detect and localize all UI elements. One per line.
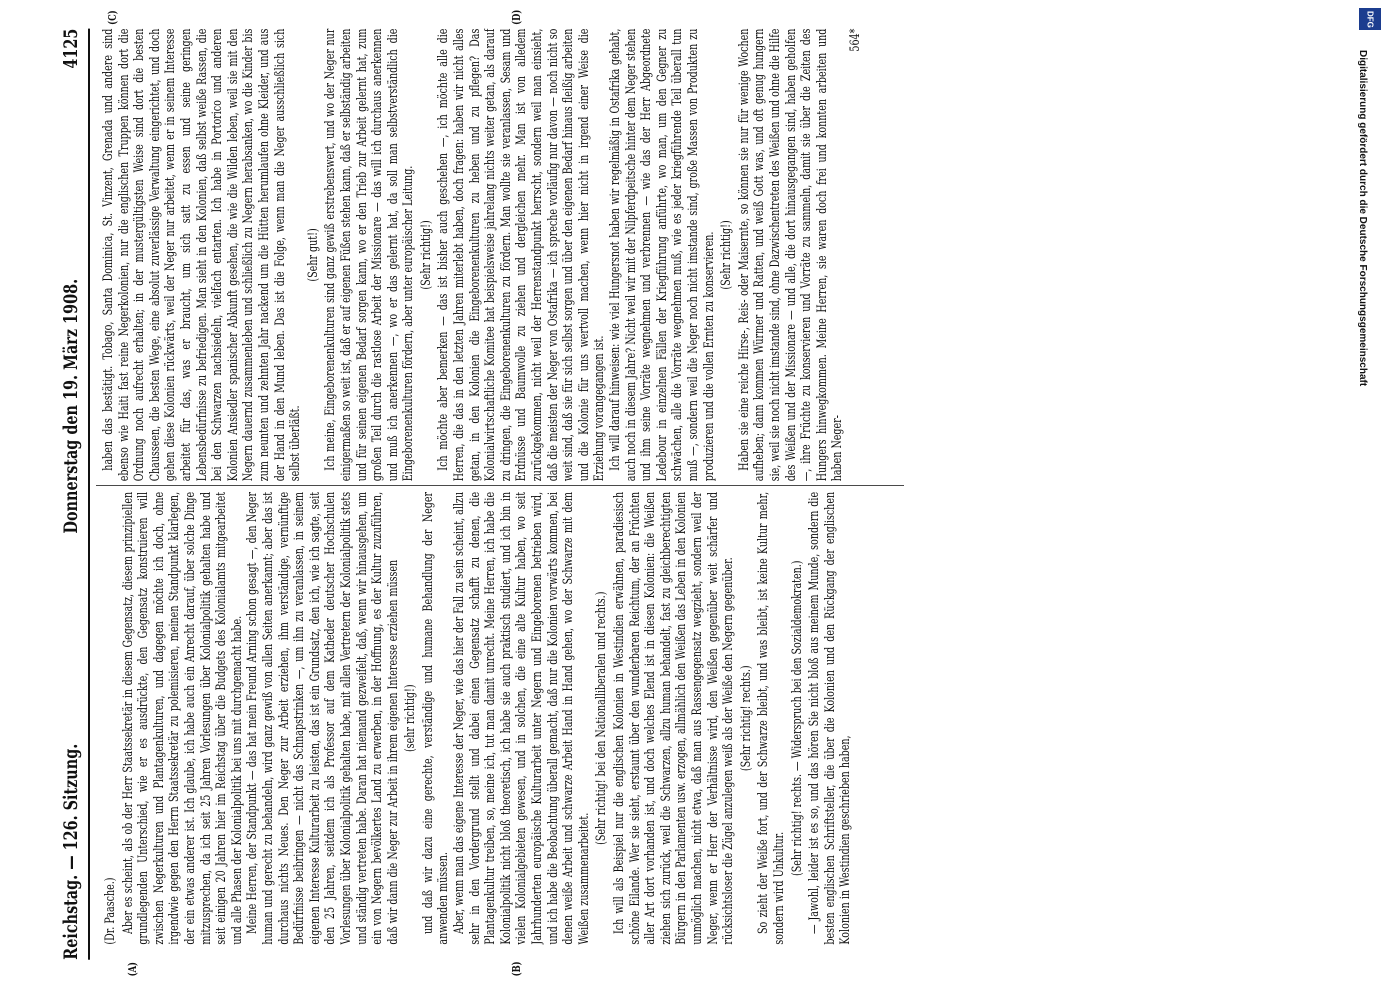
right-paragraph: haben das bestätigt. Tobago, Santa Dominica, St. Vinzent, Grenada und andere sind ebenso wie Haiti fast reine Negerkolonien, nur die englischen Truppen können dort die Ordnung noch aufrecht erhalten; in der mustergültigsten Weise sind dort die besten Chausseen, die besten Wege, eine absolut zuverlässige Verwaltung eingerichtet, und doch gehen diese Kolonien rückwärts, weil der Neger nur arbeitet, wenn er in seinem Interesse arbeitet für das, was er braucht, um sich satt zu essen und seine geringen Lebensbedürfnisse zu befriedigen. Man sieht in den Kolonien, daß selbst weiße Rassen, die bei den Schwarzen nachsiedeln, vielfach entarten. Ich habe in Portorico und anderen Kolonien Ansiedler spanischer Abkunft gesehen, die wie die Wilden leben, weil sie mit den Negern dauernd zusammenleben und schließlich zu Negern herabsanken, wo die Kinder bis zum neunten und zehnten Jahr nackend um die Hütten herumlaufen ohne Kleider, und aus der Hand in den Mund leben. Das ist die Folge, wenn man die Neger ausschließlich sich selbst überläßt. <box>100 28 303 482</box>
rotated-page <box>40 6 920 990</box>
right-paragraph: (Sehr richtig!) <box>718 220 734 290</box>
left-paragraph: Meine Herren, der Standpunkt — das hat mein Freund Arning schon gesagt —, den Neger human und gerecht zu behandeln, wird ganz gewiß von allen Seiten anerkannt; aber das ist durchaus nichts Neues. Den Neger zur Arbeit erziehen, ihm verständige, vernünftige Bedürfnisse beibringen — nicht das Schnapstrinken —, um ihn zu veranlassen, in seinem eigenen Interesse Kulturarbeit zu leisten, das ist ein Grundsatz, den ich, wie ich sagte, seit den 25 Jahren, seitdem ich als Professor auf dem Katheder deutscher Hochschulen Vorlesungen über Kolonialpolitik gehalten habe, mit allen Vertretern der Kolonialpolitik stets und ständig vertreten habe. Daran hat niemand gezweifelt, daß, wenn wir hinausgehen, um ein von Negern bevölkertes Land zu erwerben, in der Hoffnung, es der Kultur zuzuführen, daß wir dann die Neger zur Arbeit in ihrem eigenen Interesse erziehen müssen <box>244 491 400 945</box>
left-paragraph: So zieht der Weiße fort, und der Schwarze bleibt, und was bleibt, ist keine Kultur mehr, sondern wird Unkultur. <box>755 491 786 945</box>
page-number: 4125 <box>60 28 82 69</box>
digitization-credit <box>1353 10 1379 1000</box>
dfg-logo: DFG <box>1359 8 1381 30</box>
left-paragraph: — Jawohl, leider ist es so, und das hören Sie nicht bloß aus meinem Munde, sondern die besten englischen Schriftsteller, die über die Kolonien und den Rückgang der englischen Kolonien in Westindien geschrieben haben, <box>806 491 853 945</box>
left-paragraph: (Sehr richtig! bei den Nationalliberalen und rechts.) <box>593 591 609 845</box>
margin-mark-a: (A) <box>126 962 139 977</box>
right-paragraph: Ich will darauf hinweisen: wie viel Hungersnot haben wir regelmäßig in Ostafrika gehabt, auch noch in diesem Jahre? Nicht weil wir mit der Nilpferdpeitsche hinter dem Neger stehen und ihm seine Vorräte wegnehmen und verbrennen — wie das der Herr Abgeordnete Ledebour in einzelnen Fällen der Kriegführung anführte, wo man, um den Gegner zu schwächen, alle die Vorräte wegnehmen muß, wie es jeder kriegführende Teil überall tun muß —, sondern weil die Neger noch nicht imstande sind, große Massen von Produkten zu produzieren und die vollen Ernten zu konservieren. <box>607 28 716 482</box>
right-column <box>100 29 900 482</box>
left-paragraph: (Sehr richtig! rechts.) <box>737 665 753 772</box>
speaker-label: (Dr. Paasche.) <box>102 877 117 945</box>
footer-mark: 564* <box>846 28 862 52</box>
left-paragraph: Aber es scheint, als ob der Herr Staatssekretär in diesem Gegensatz, diesem prinzipiellen grundlegenden Unterschied, wie er es ausdrückte, den Gegensatz konstruieren will zwischen Negerkulturen und Plantagenkulturen, und dagegen möchte ich doch, ohne irgendwie gegen den Herrn Staatssekretär zu polemisieren, meinen Standpunkt klarlegen, der ein etwas anderer ist. Ich glaube, ich habe auch ein Anrecht darauf, über solche Dinge mitzusprechen, da ich seit 25 Jahren Vorlesungen über Kolonialpolitik gehalten habe und seit einigen 20 Jahren hier im Reichstag über die Budgets des Kolonialamts mitgearbeitet und alle Phasen der Kolonialpolitik bei uns mit durchgemacht habe. <box>119 491 244 945</box>
left-paragraph: Ich will als Beispiel nur die englischen Kolonien in Westindien erwähnen, paradiesisch schöne Eilande. Wer sie sieht, erstaunt über den wunderbaren Reichtum, der an Früchten aller Art dort vorhanden ist, und doch welches Elend ist in diesen Kolonien: die Weißen ziehen sich zurück, weil die Schwarzen, allzu human behandelt, fast zu gleichberechtigten Bürgern in den Parlamenten usw. erzogen, allmählich den Weißen das Leben in den Kolonien unmöglich machen, nicht etwa, daß man aus Rassengegensatz wegzieht, sondern weil der Neger, wenn er Herr der Verhältnisse wird, den Weißen gegenüber weit schärfer und rücksichtsloser die Zügel anzulegen weiß als der Weiße den Negern gegenüber. <box>611 491 736 945</box>
right-paragraph: (Sehr richtig!) <box>417 220 433 290</box>
right-paragraph: Ich meine, Eingeborenenkulturen sind ganz gewiß erstrebenswert, und wo der Neger nur einigermaßen so weit ist, daß er auf eigenen Füßen stehen kann, daß er selbständig arbeiten und für seinen eigenen Bedarf sorgen kann, wo er den Trieb zur Arbeit gelernt hat, zum großen Teil durch die rastlose Arbeit der Missionare — das will ich durchaus anerkennen und muß ich anerkennen —, wo er das gelernt hat, da soll man selbstverständlich die Eingeborenenkulturen fördern, aber unter europäischer Leitung. <box>322 28 416 482</box>
left-paragraph: (sehr richtig!) <box>402 684 418 753</box>
header-left: Reichstag. — 126. Sitzung. <box>60 743 82 960</box>
left-column <box>100 492 900 945</box>
margin-mark-b: (B) <box>510 961 523 977</box>
left-paragraph: Aber, wenn man das eigene Interesse der Neger, wie das hier der Fall zu sein scheint, allzu sehr in den Vordergrund stellt und dabei einen Gegensatz schafft zu denen, die Plantagenkultur treiben, so, meine ich, tut man damit unrecht. Meine Herren, ich habe die Kolonialpolitik nicht bloß theoretisch, ich habe sie auch praktisch studiert, und ich bin in vielen Kolonialgebieten gewesen, und in solchen, die eine alte Kultur haben, wo seit Jahrhunderten europäische Kulturarbeit unter Negern und Eingeborenen betrieben wird, und ich habe die Beobachtung überall gemacht, daß nur die Kolonien vorwärts kommen, bei denen weiße Arbeit und schwarze Arbeit Hand in Hand gehen, wo der Schwarze mit dem Weißen zusammenarbeitet. <box>451 491 591 945</box>
left-paragraph: und daß wir dazu eine gerechte, verständige und humane Behandlung der Neger anwenden müssen. <box>419 491 451 945</box>
left-paragraph: (Sehr richtig! rechts. — Widerspruch bei den Sozialdemokraten.) <box>788 560 804 876</box>
margin-mark-c: (C) <box>106 10 119 25</box>
header-center: Donnerstag den 19. März 1908. <box>60 278 82 534</box>
right-paragraph: (Sehr gut!) <box>304 228 320 282</box>
margin-mark-d: (D) <box>510 9 523 25</box>
right-paragraph: Haben sie eine reiche Hirse-, Reis- oder Maisernte, so können sie nur für wenige Wochen aufheben; dann kommen Würmer und Ratten, und weiß Gott was, und oft genug hungern sie, weil sie noch nicht imstande sind, ohne Dazwischentreten des Weißen und ohne die Hilfe des Weißen und der Missionare — und alle, die dort hinausgegangen sind, haben geholfen —, ihre Früchte zu konservieren und Vorräte zu sammeln, damit sie über die Zeiten des Hungers hinwegkommen. Meine Herren, sie waren doch frei und konnten arbeiten und haben Neger- <box>735 28 845 482</box>
right-paragraph: Ich möchte aber bemerken — das ist bisher auch geschehen —, ich möchte alle die Herren, die das in den letzten Jahren miterlebt haben, doch fragen: haben wir nicht alles getan, in den Kolonien die Eingeborenenkulturen zu heben und zu pflegen? Das Kolonialwirtschaftliche Komitee hat beispielsweise jahrelang nichts weiter getan, als darauf zu dringen, die Eingeborenenkulturen zu fördern. Man wollte sie veranlassen, Sesam und Erdnüsse und Baumwolle zu ziehen und dergleichen mehr. Man ist von alledem zurückgekommen, nicht weil der Herrenstandpunkt herrscht, sondern weil man einsieht, daß die meisten der Neger von Ostafrika — ich spreche vorläufig nur davon — noch nicht so weit sind, daß sie für sich selbst sorgen und über den eigenen Bedarf hinaus fleißig arbeiten und die Kolonie für uns wertvoll machen, wenn hier nicht in irgend einer Weise die Erziehung vorangegangen ist. <box>435 28 607 482</box>
page-header <box>54 29 90 960</box>
credit-text: Digitalisierung gefördert durch die Deutsche Forschungsgemeinschaft <box>1357 50 1368 387</box>
column-divider <box>96 485 904 486</box>
